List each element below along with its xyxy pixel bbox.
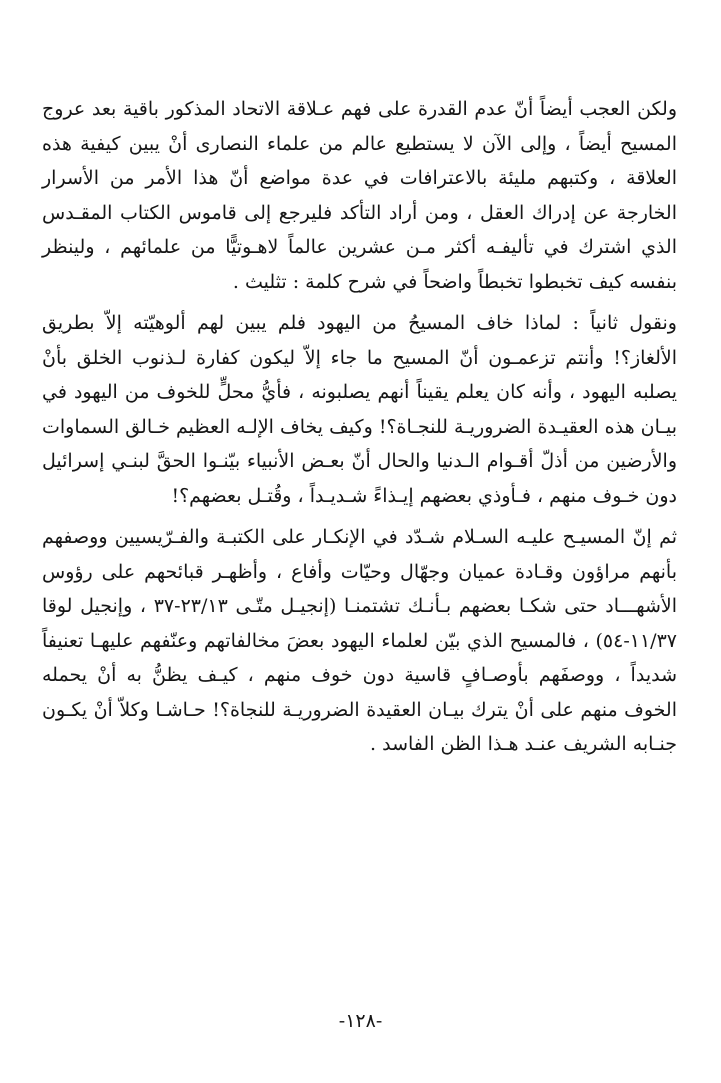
paragraph-1: ولكن العجب أيضاً أنّ عدم القدرة على فهم عـلاقة الاتحاد المذكور باقية بعد عروج المسيح أيضاً ، وإلى الآن لا يستطيع عالم من علماء النصارى أنْ يبين كيفية هذه العلاقة ، وكتبهم مليئة بالاعترافات في عدة مواضع أنّ هذا الأمر من الأسرار الخارجة عن إدراك العقل ، ومن أراد التأكد فليرجع إلى قاموس الكتاب المقـدس الذي اشترك في تأليفـه أكثر مـن عشرين عالماً لاهـوتيًّا من علمائهم ، ولينظر بنفسه كيف تخبطوا تخبطاً واضحاً في شرح كلمة : تثليث . xyxy=(42,98,677,293)
paragraph-3: ثم إنّ المسيـح عليـه السـلام شـدّد في الإنكـار على الكتبـة والفـرّيسيين ووصفهم بأنهم مراؤون وقـادة عميان وجهّال وحيّات وأفاع ، وأظهـر قبائحهم على رؤوس الأشهـــاد حتى شكـا بعضهم بـأنـك تشتمنـا (إنجيـل متّـى ٢٣/١٣-٣٧ ، وإنجيل لوقا ١١/٣٧-٥٤) ، فالمسيح الذي بيّن لعلماء اليهود بعضَ مخالفاتهم وعنّفهم عليهـا تعنيفاً شديداً ، ووصفَهم بأوصـافٍ قاسية دون خوف منهم ، كيـف يظنُّ به أنْ يحمله الخوف منهم على أنْ يترك بيـان العقيدة الضروريـة للنجاة؟! حـاشـا وكلاّ أنْ يكـون جنـابه الشريف عنـد هـذا الظن الفاسد . xyxy=(42,526,678,755)
page-number: -١٢٨- xyxy=(338,1010,383,1032)
paragraph-2: ونقول ثانياً : لماذا خاف المسيحُ من اليهود فلم يبين لهم ألوهيّته إلاّ بطريق الألغاز؟! وأنتم تزعمـون أنّ المسيح ما جاء إلاّ ليكون كفارة لـذنوب الخلق بأنْ يصلبه اليهود ، وأنه كان يعلم يقيناً أنهم يصلبونه ، فأيُّ محلٍّ للخوف من اليهود في بيـان هذه العقيـدة الضروريـة للنجـاة؟! وكيف يخاف الإلـه العظيم خـالق السماوات والأرضين من أذلّ أقـوام الـدنيا والحال أنّ بعـض الأنبياء بيّنـوا الحقَّ لبنـي إسرائيل دون خـوف منهم ، فـأوذي بعضهم إيـذاءً شـديـداً ، وقُتـل بعضهم؟! xyxy=(42,312,677,507)
body-text xyxy=(42,92,677,762)
